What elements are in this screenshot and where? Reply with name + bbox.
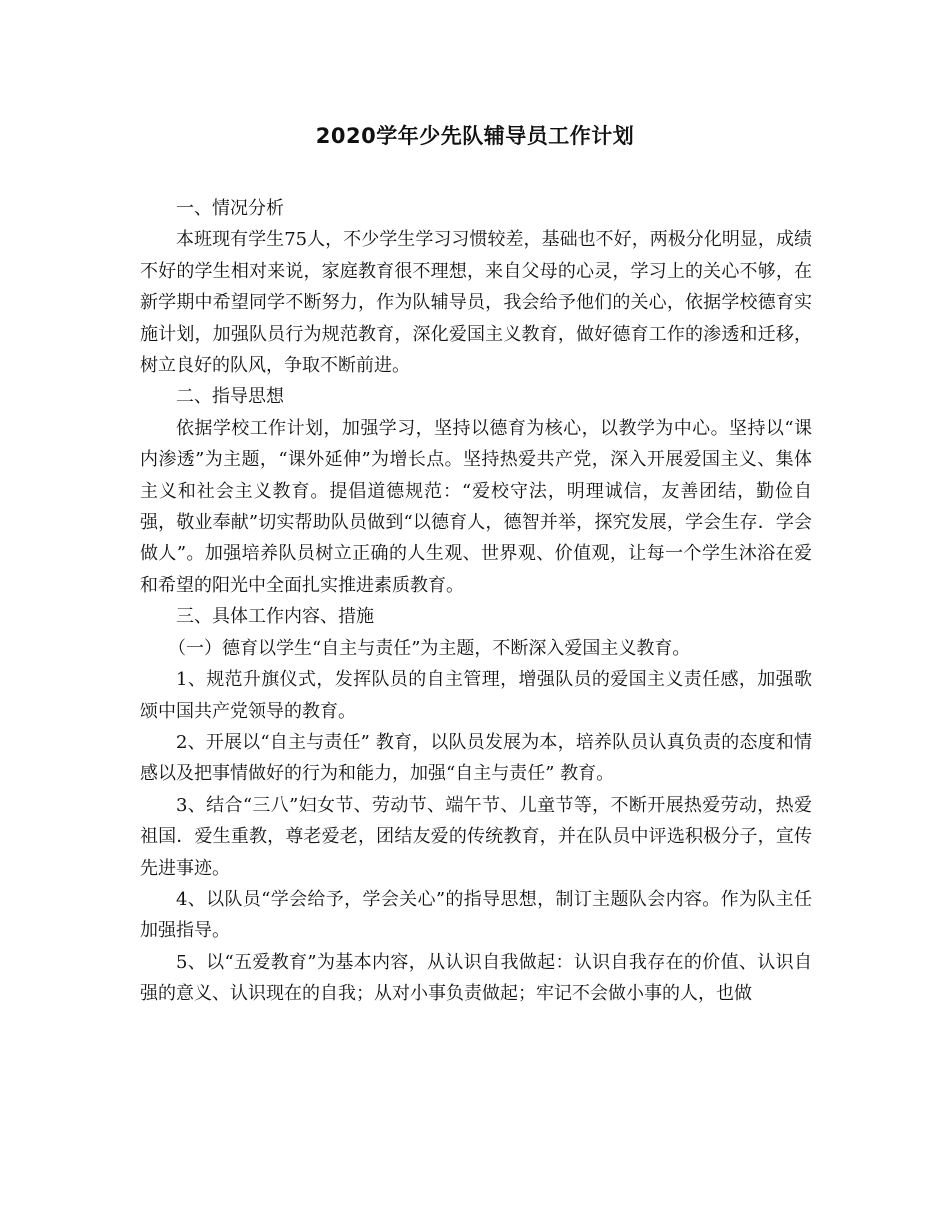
document-body bbox=[140, 193, 812, 1010]
list-item: 1、规范升旗仪式，发挥队员的自主管理，增强队员的爱国主义责任感，加强歌颂中国共产党领导的教育。 bbox=[140, 669, 812, 722]
section-heading: 二、指导思想 bbox=[176, 386, 284, 408]
section-heading: 三、具体工作内容、措施 bbox=[176, 606, 374, 628]
paragraph: 本班现有学生75人，不少学生学习习惯较差，基础也不好，两极分化明显，成绩不好的学生相对来说，家庭教育很不理想，来自父母的心灵，学习上的关心不够，在新学期中希望同学不断努力，作为队辅导员，我会给予他们的关心，依据学校德育实施计划，加强队员行为规范教育，深化爱国主义教育，做好德育工作的渗透和迁移，树立良好的队风，争取不断前进。 bbox=[140, 229, 812, 377]
document-title: 2020学年少先队辅导员工作计划 bbox=[315, 124, 635, 148]
paragraph: 依据学校工作计划，加强学习，坚持以德育为核心，以教学为中心。坚持以“课内渗透”为主题，“课外延伸”为增长点。坚持热爱共产党，深入开展爱国主义、集体主义和社会主义教育。提倡道德规范：“爱校守法，明理诚信，友善团结，勤俭自强，敬业奉献”切实帮助队员做到“以德育人，德智并举，探究发展，学会生存．学会做人”。加强培养队员树立正确的人生观、世界观、价值观，让每一个学生沐浴在爱和希望的阳光中全面扎实推进素质教育。 bbox=[140, 417, 812, 596]
list-item: 4、以队员“学会给予，学会关心”的指导思想，制订主题队会内容。作为队主任加强指导。 bbox=[140, 888, 812, 942]
list-item: 5、以“五爱教育”为基本内容，从认识自我做起：认识自我存在的价值、认识自强的意义、认识现在的自我；从对小事负责做起；牢记不会做小事的人，也做 bbox=[140, 951, 812, 1005]
section-heading: 一、情况分析 bbox=[176, 198, 284, 219]
subsection-heading: （一）德育以学生“自主与责任”为主题，不断深入爱国主义教育。 bbox=[168, 637, 691, 659]
list-item: 3、结合“三八”妇女节、劳动节、端午节、儿童节等，不断开展热爱劳动，热爱祖国．爱生重教，尊老爱老，团结友爱的传统教育，并在队员中评选积极分子，宣传先进事迹。 bbox=[140, 794, 812, 879]
list-item: 2、开展以“自主与责任” 教育，以队员发展为本，培养队员认真负责的态度和情感以及把事情做好的行为和能力，加强“自主与责任” 教育。 bbox=[140, 731, 812, 785]
